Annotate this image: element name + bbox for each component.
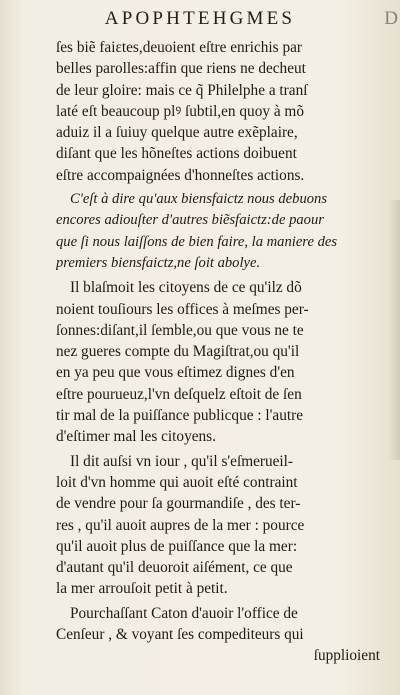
text-line: eſtre pourueuz,l'vn deſquelz eſtoit de ſen bbox=[56, 385, 302, 403]
paragraph bbox=[56, 189, 386, 274]
catchword-holder bbox=[56, 645, 386, 666]
page-edge-shadow bbox=[388, 200, 400, 460]
text-line: C'eſt à dire qu'aux biensfaictz nous debuons bbox=[70, 191, 328, 208]
text-line: d'autant qu'il deuoroit aiſément, ce que bbox=[56, 559, 293, 577]
text-line: nez gueres compte du Magiſtrat,ou qu'il bbox=[56, 343, 300, 361]
catchword: ſupplioient bbox=[313, 647, 380, 665]
text-line: d'eſtimer mal les citoyens. bbox=[56, 428, 216, 446]
text-line: tir mal de la puiſſance publicque : l'autre bbox=[56, 407, 303, 425]
paragraph bbox=[56, 37, 386, 186]
text-line: de vendre pour ſa gourmandiſe , des ter- bbox=[56, 495, 301, 513]
text-line: en ya peu que vous eſtimez dignes d'en bbox=[56, 364, 295, 382]
body-text bbox=[56, 37, 386, 667]
text-line: ſes biẽ faiɛtes,deuoient eſtre enrichis par bbox=[56, 39, 302, 56]
paragraph bbox=[56, 603, 386, 646]
text-line: eſtre accompaignées d'honneſtes actions. bbox=[56, 166, 305, 184]
text-line: la mer arrouſoit petit à petit. bbox=[56, 580, 228, 598]
text-line: diſant que les hõneſtes actions doibuent bbox=[56, 145, 297, 163]
text-line: laté eſt beaucoup plꝰ ſubtil,en quoy à mõ bbox=[56, 102, 304, 120]
text-line: res , qu'il auoit aupres de la mer : pource bbox=[56, 516, 305, 534]
text-line: de leur gloire: mais ce q̃ Philelphe a tranſ bbox=[56, 81, 308, 99]
text-line: aduiz il a ſuiuy quelque autre exẽplaire, bbox=[56, 124, 298, 142]
text-line: encores adiouſter d'autres biẽsfaictz:de paour bbox=[56, 212, 324, 229]
text-line: que ſi nous laiſſons de bien faire, la maniere des bbox=[56, 233, 338, 250]
facing-page-edge-letter: D bbox=[384, 8, 398, 29]
text-line: Il blaſmoit les citoyens de ce qu'ilz dõ bbox=[70, 279, 302, 297]
text-line: noient touſiours les offices à meſmes per- bbox=[56, 300, 309, 318]
text-line: loit d'vn homme qui auoit eſté contraint bbox=[56, 473, 298, 491]
running-title: APOPHTEHGMES bbox=[104, 8, 296, 29]
text-line: belles parolles:affin que riens ne decheut bbox=[56, 60, 306, 78]
paragraph bbox=[56, 277, 386, 447]
text-line: qu'il auoit plus de puiſſance que la mer: bbox=[56, 537, 298, 555]
text-line: Pourchaſſant Caton d'auoir l'office de bbox=[70, 604, 298, 622]
text-line: Il dit auſsi vn iour , qu'il s'eſmerueil- bbox=[70, 452, 294, 470]
text-line: ſonnes:diſant,il ſemble,ou que vous ne te bbox=[56, 321, 304, 339]
text-line: premiers biensfaictz,ne ſoit abolye. bbox=[56, 254, 261, 271]
text-line: Cenſeur , & voyant ſes compediteurs qui bbox=[56, 626, 304, 644]
paragraph bbox=[56, 451, 386, 600]
